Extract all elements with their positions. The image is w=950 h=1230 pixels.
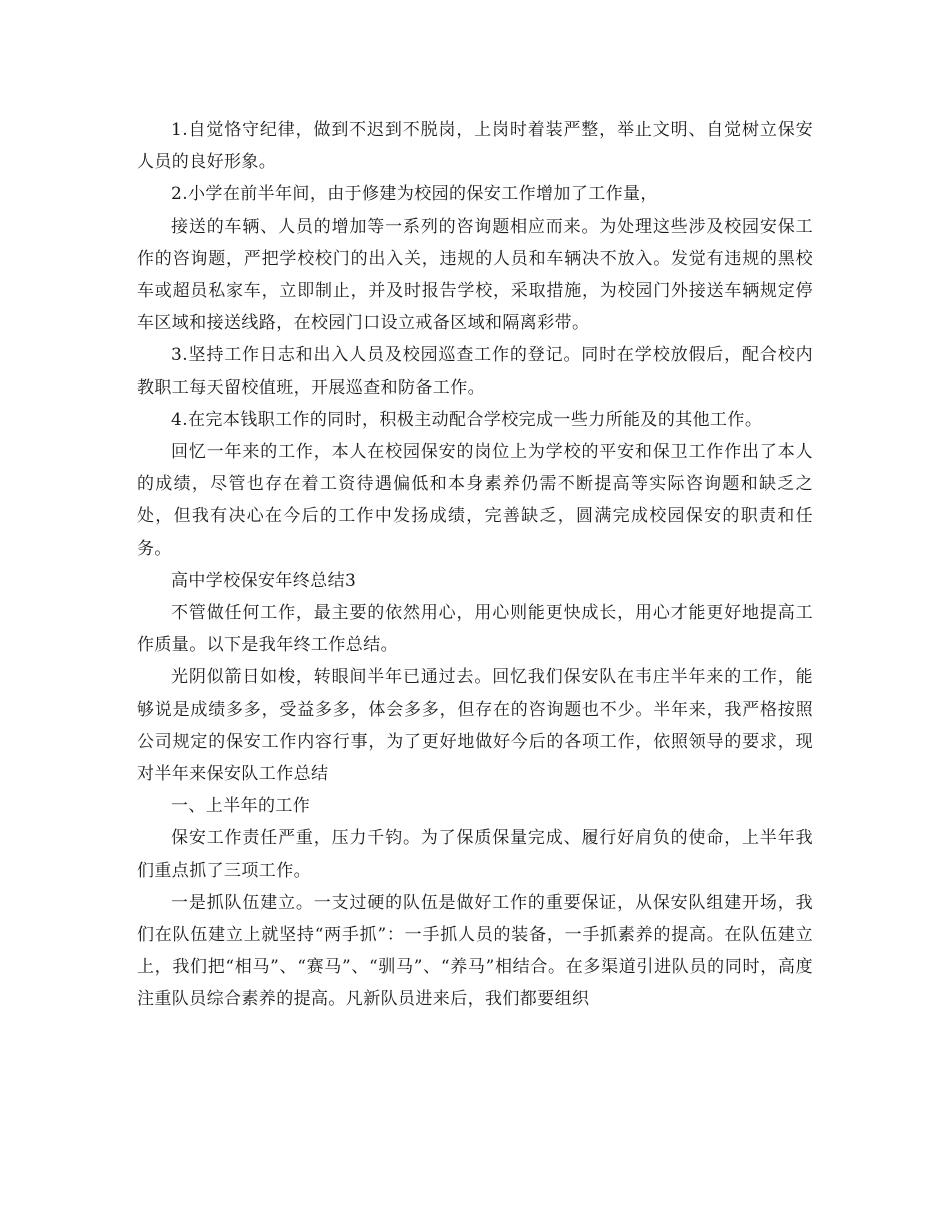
paragraph-responsibility: 保安工作责任严重，压力千钧。为了保质保量完成、履行好肩负的使命，上半年我们重点抓了三项工作。 [137,828,813,881]
paragraph-rule-2: 2.小学在前半年间，由于修建为校园的保安工作增加了工作量， [171,184,658,205]
paragraph-half-year: 光阴似箭日如梭，转眼间半年已通过去。回忆我们保安队在韦庄半年来的工作，能够说是成绩多多，受益多多，体会多多，但存在的咨询题也不少。半年来，我严格按照公司规定的保安工作内容行事，为了更好地做好今后的各项工作，依照领导的要求，现对半年来保安队工作总结 [137,667,813,785]
paragraph-team-building: 一是抓队伍建立。一支过硬的队伍是做好工作的重要保证，从保安队组建开场，我们在队伍建立上就坚持“两手抓”：一手抓人员的装备，一手抓素养的提高。在队伍建立上，我们把“相马”、“赛马”、“驯马”、“养马”相结合。在多渠道引进队员的同时，高度注重队员综合素养的提高。凡新队员进来后，我们都要组织 [137,892,813,1010]
paragraph-rule-1: 1.自觉恪守纪律，做到不迟到不脱岗，上岗时着装严整，举止文明、自觉树立保安人员的良好形象。 [137,120,813,173]
paragraph-rule-2-continued: 接送的车辆、人员的增加等一系列的咨询题相应而来。为处理这些涉及校园安保工作的咨询题，严把学校校门的出入关，违规的人员和车辆决不放入。发觉有违规的黑校车或超员私家车，立即制止，并及时报告学校，采取措施，为校园门外接送车辆规定停车区域和接送线路，在校园门口设立戒备区域和隔离彩带。 [137,216,813,334]
paragraph-rule-4: 4.在完本钱职工作的同时，积极主动配合学校完成一些力所能及的其他工作。 [171,409,763,430]
section-heading-first-half: 一、上半年的工作 [171,796,311,817]
paragraph-rule-3: 3.坚持工作日志和出入人员及校园巡查工作的登记。同时在学校放假后，配合校内教职工每天留校值班，开展巡查和防备工作。 [137,345,813,398]
document-body [137,114,813,1016]
paragraph-intro: 不管做任何工作，最主要的依然用心，用心则能更快成长，用心才能更好地提高工作质量。以下是我年终工作总结。 [137,603,813,656]
section-heading-summary-3: 高中学校保安年终总结3 [171,570,357,591]
paragraph-review: 回忆一年来的工作，本人在校园保安的岗位上为学校的平安和保卫工作作出了本人的成绩，尽管也存在着工资待遇偏低和本身素养仍需不断提高等实际咨询题和缺乏之处，但我有决心在今后的工作中发扬成绩，完善缺乏，圆满完成校园保安的职责和任务。 [137,442,813,559]
